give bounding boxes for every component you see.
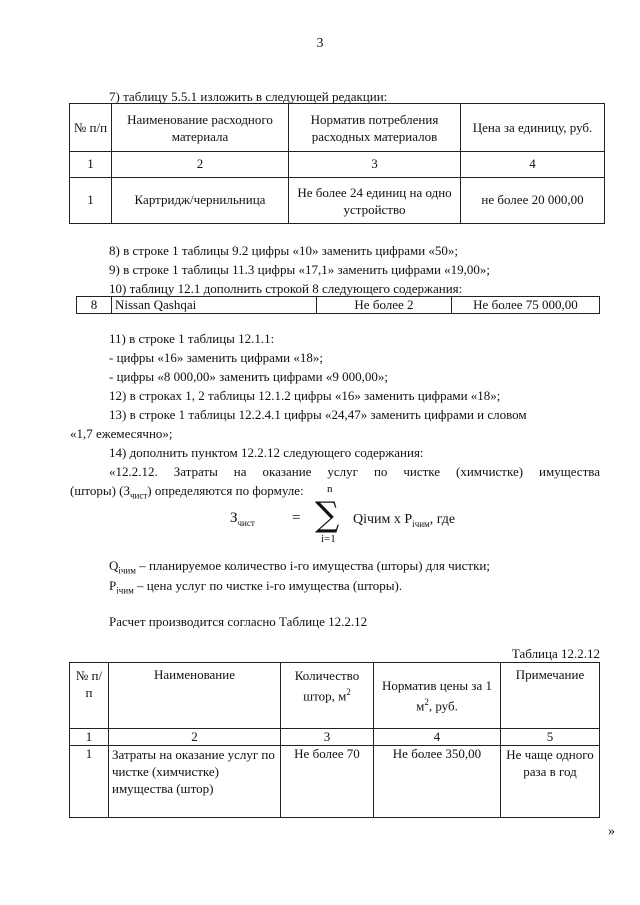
closing-quote: » — [608, 824, 615, 839]
item-13-text-cont: «1,7 ежемесячно»; — [70, 426, 173, 441]
column-number: 4 — [374, 729, 501, 746]
item-12-text: 12) в строках 1, 2 таблицы 12.1.2 цифры «16» заменить цифрами «18»; — [109, 388, 501, 403]
formula-rhs: Qiчим x $P_{iчим}$, где — [353, 512, 456, 529]
paragraph-12-2-12-cont: (шторы) $(З_{чист})$ определяются по формуле: — [70, 483, 304, 501]
column-number: 3 — [289, 152, 461, 178]
item-11-text: 11) в строке 1 таблицы 12.1.1: — [109, 331, 275, 346]
table-cell: 1 — [70, 178, 112, 224]
definition-q: $Q_{iчим}$ – планируемое количество i-го имущества (шторы) для чистки; — [109, 558, 490, 576]
item-11b-text: - цифры «8 000,00» заменить цифрами «9 000,00»; — [109, 369, 388, 384]
item-13-text: 13) в строке 1 таблицы 12.2.4.1 цифры «24,47» заменить цифрами и словом — [109, 407, 527, 422]
item-14-text: 14) дополнить пунктом 12.2.12 следующего содержания: — [109, 445, 424, 460]
table-cell: Затраты на оказание услуг по чистке (химчистке) имущества (штор) — [109, 746, 281, 818]
table-cell: не более 20 000,00 — [461, 178, 605, 224]
table-cell: 8 — [77, 297, 112, 314]
sum-upper-limit: n — [327, 483, 333, 495]
header-price-norm: Норматив цены за 1 $м^2$, руб. — [374, 663, 501, 729]
header-quantity: Количество штор, $м^2$ — [281, 663, 374, 729]
header-consumption-norm: Норматив потребления расходных материалов — [289, 104, 461, 152]
header-material-name: Наименование расходного материала — [112, 104, 289, 152]
table-cell: Не более 70 — [281, 746, 374, 818]
paragraph-12-2-12: «12.2.12. Затраты на оказание услуг по чистке (химчистке) имущества — [109, 464, 600, 479]
item-9-text: 9) в строке 1 таблицы 11.3 цифры «17,1» заменить цифрами «19,00»; — [109, 262, 491, 277]
sum-lower-limit: i=1 — [321, 533, 336, 545]
header-unit-price: Цена за единицу, руб. — [461, 104, 605, 152]
header-note: Примечание — [501, 663, 600, 729]
table-cell: 1 — [70, 746, 109, 818]
formula-equals: = — [292, 510, 301, 526]
header-name: Наименование — [109, 663, 281, 729]
item-11a-text: - цифры «16» заменить цифрами «18»; — [109, 350, 323, 365]
column-number: 4 — [461, 152, 605, 178]
table-cell: Не более 2 — [317, 297, 452, 314]
column-number: 2 — [112, 152, 289, 178]
calculation-reference: Расчет производится согласно Таблице 12.2.12 — [109, 614, 368, 629]
item-8-text: 8) в строке 1 таблицы 9.2 цифры «10» заменить цифрами «50»; — [109, 243, 459, 258]
table-cell: Не чаще одного раза в год — [501, 746, 600, 818]
item-7-text: 7) таблицу 5.5.1 изложить в следующей редакции: — [109, 89, 388, 104]
cleaning-cost-formula — [230, 478, 470, 544]
summation-icon: ∑ — [315, 495, 340, 535]
column-number: 1 — [70, 729, 109, 746]
table-cell: Не более 75 000,00 — [452, 297, 600, 314]
column-number: 2 — [109, 729, 281, 746]
curtain-cleaning-table — [69, 662, 600, 818]
header-num: № п/п — [70, 663, 109, 729]
column-number: 3 — [281, 729, 374, 746]
column-number: 5 — [501, 729, 600, 746]
table-cell: Не более 24 единиц на одно устройство — [289, 178, 461, 224]
table-cell: Картридж/чернильница — [112, 178, 289, 224]
formula-lhs: $З_{чист}$ — [230, 510, 255, 528]
table-cell: Nissan Qashqai — [112, 297, 317, 314]
column-number: 1 — [70, 152, 112, 178]
table-cell: Не более 350,00 — [374, 746, 501, 818]
item-10-text: 10) таблицу 12.1 дополнить строкой 8 следующего содержания: — [109, 281, 463, 296]
consumables-table — [69, 103, 605, 224]
header-num: № п/п — [70, 104, 112, 152]
page-number: 3 — [316, 36, 324, 51]
vehicle-row-table — [76, 296, 600, 314]
table-caption: Таблица 12.2.12 — [511, 646, 600, 661]
definition-p: $P_{iчим}$ – цена услуг по чистке i-го имущества (шторы). — [109, 578, 403, 596]
